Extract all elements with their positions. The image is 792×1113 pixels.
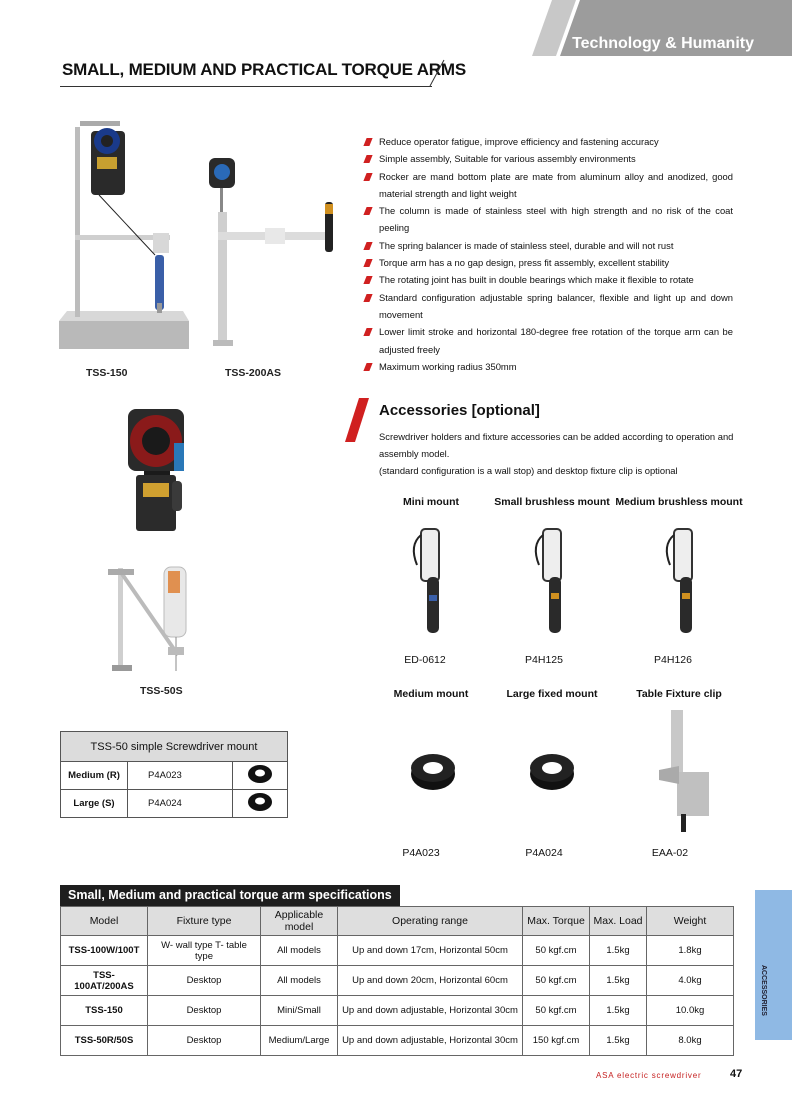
table-cell: Desktop	[148, 966, 261, 996]
bullet-icon	[363, 207, 372, 215]
large-mount-ring-icon	[528, 750, 576, 792]
accessory-label: Mini mount	[403, 496, 459, 508]
accessory-code: P4A023	[402, 847, 440, 859]
table-cell: 50 kgf.cm	[523, 936, 590, 966]
table-cell: 8.0kg	[647, 1026, 734, 1056]
table-header-row	[61, 907, 734, 936]
column-header: Applicable model	[261, 907, 338, 936]
table-cell: 50 kgf.cm	[523, 996, 590, 1026]
accessory-code: P4A024	[525, 847, 563, 859]
column-header: Weight	[647, 907, 734, 936]
table-cell: 1.5kg	[590, 936, 647, 966]
feature-item: The spring balancer is made of stainless steel, durable and will not rust	[363, 237, 733, 254]
accessory-label: Medium mount	[393, 688, 469, 700]
bullet-icon	[363, 138, 372, 146]
table-row	[61, 966, 734, 996]
column-header: Model	[61, 907, 148, 936]
table-cell: 4.0kg	[647, 966, 734, 996]
feature-list	[363, 133, 733, 375]
table-cell: TSS-50R/50S	[61, 1026, 148, 1056]
tss200as-image	[195, 152, 345, 352]
accessory-code: EAA-02	[651, 847, 689, 859]
bullet-icon	[363, 242, 372, 250]
table-cell: W- wall type T- table type	[148, 936, 261, 966]
feature-item: Maximum working radius 350mm	[363, 358, 733, 375]
page-number: 47	[730, 1068, 743, 1080]
page-title: SMALL, MEDIUM AND PRACTICAL TORQUE ARMS	[62, 60, 466, 79]
table-cell: Desktop	[148, 1026, 261, 1056]
table-row	[61, 790, 288, 818]
table-cell: 1.5kg	[590, 966, 647, 996]
bullet-icon	[363, 328, 372, 336]
product-caption: TSS-50S	[140, 685, 183, 697]
table-cell: 10.0kg	[647, 996, 734, 1026]
title-slash	[428, 58, 446, 88]
table-cell: TSS-100AT/200AS	[61, 966, 148, 996]
table-cell	[233, 762, 288, 790]
table-cell: Mini/Small	[261, 996, 338, 1026]
column-header: Operating range	[338, 907, 523, 936]
table-cell: 50 kgf.cm	[523, 966, 590, 996]
medium-brushless-mount-image	[658, 525, 698, 640]
table-cell: Up and down 17cm, Horizontal 50cm	[338, 936, 523, 966]
table-cell: Medium (R)	[61, 762, 128, 790]
accessory-code: P4H126	[654, 654, 692, 666]
table-row	[61, 1026, 734, 1056]
table-cell: 150 kgf.cm	[523, 1026, 590, 1056]
side-tab-label: ACCESSORIES	[760, 965, 767, 1016]
ring-icon	[247, 764, 273, 784]
feature-item: Reduce operator fatigue, improve efficiency and fastening accuracy	[363, 133, 733, 150]
bullet-icon	[363, 155, 372, 163]
table-cell: 1.8kg	[647, 936, 734, 966]
feature-item: Rocker are mand bottom plate are mate from aluminum alloy and anodized, good material strength and light weight	[363, 168, 733, 203]
table-cell: All models	[261, 966, 338, 996]
table-cell: Medium/Large	[261, 1026, 338, 1056]
accessory-label: Small brushless mount	[494, 496, 610, 508]
accessory-code: P4H125	[525, 654, 563, 666]
column-header: Fixture type	[148, 907, 261, 936]
section-side-tab	[755, 890, 792, 1040]
tss50-mount-table	[60, 731, 288, 818]
feature-item: Torque arm has a no gap design, press fit assembly, excellent stability	[363, 254, 733, 271]
bullet-icon	[363, 294, 372, 302]
table-cell: Desktop	[148, 996, 261, 1026]
mini-mount-image	[405, 525, 445, 640]
table-cell: 1.5kg	[590, 996, 647, 1026]
table-row	[61, 936, 734, 966]
table-cell	[233, 790, 288, 818]
ring-icon	[247, 792, 273, 812]
feature-item: Lower limit stroke and horizontal 180-degree free rotation of the torque arm can be adjusted freely	[363, 323, 733, 358]
bullet-icon	[363, 276, 372, 284]
bullet-icon	[363, 363, 372, 371]
feature-item: The column is made of stainless steel with high strength and no risk of the coat peeling	[363, 202, 733, 237]
feature-item: Standard configuration adjustable spring balancer, flexible and light up and down movement	[363, 289, 733, 324]
accessory-label: Large fixed mount	[506, 688, 598, 700]
table-title: TSS-50 simple Screwdriver mount	[61, 732, 288, 762]
product-caption: TSS-150	[86, 367, 128, 379]
table-cell: TSS-100W/100T	[61, 936, 148, 966]
medium-mount-ring-icon	[409, 750, 457, 792]
column-header: Max. Torque	[523, 907, 590, 936]
table-cell: All models	[261, 936, 338, 966]
table-row	[61, 762, 288, 790]
bullet-icon	[363, 259, 372, 267]
tss50s-image	[98, 403, 223, 678]
table-cell: Up and down adjustable, Horizontal 30cm	[338, 996, 523, 1026]
accessories-slash-icon	[345, 398, 371, 442]
spec-table	[60, 906, 734, 1056]
tss150-image	[55, 115, 195, 355]
table-row	[61, 996, 734, 1026]
column-header: Max. Load	[590, 907, 647, 936]
table-cell: TSS-150	[61, 996, 148, 1026]
product-caption: TSS-200AS	[225, 367, 282, 379]
accessory-label: Table Fixture clip	[636, 688, 722, 700]
table-cell: P4A024	[128, 790, 233, 818]
accessory-code: ED-0612	[404, 654, 446, 666]
accessory-label: Medium brushless mount	[615, 496, 743, 508]
table-cell: Up and down adjustable, Horizontal 30cm	[338, 1026, 523, 1056]
spec-table-title: Small, Medium and practical torque arm specifications	[60, 885, 400, 906]
footer-brand: ASA electric screwdriver	[596, 1071, 702, 1080]
table-cell: P4A023	[128, 762, 233, 790]
accessories-title: Accessories [optional]	[379, 402, 540, 419]
title-underline	[60, 86, 432, 87]
accessories-description: Screwdriver holders and fixture accessories can be added according to operation and assembly model. (standard configuration is a wall stop) and desktop fixture clip is optional	[379, 431, 734, 477]
feature-item: Simple assembly, Suitable for various assembly environments	[363, 150, 733, 167]
feature-item: The rotating joint has built in double bearings which make it flexible to rotate	[363, 271, 733, 288]
banner-text: Technology & Humanity	[572, 35, 754, 52]
bullet-icon	[363, 173, 372, 181]
table-cell: Up and down 20cm, Horizontal 60cm	[338, 966, 523, 996]
table-fixture-clip-image	[655, 710, 715, 835]
table-cell: Large (S)	[61, 790, 128, 818]
small-brushless-mount-image	[527, 525, 567, 640]
table-cell: 1.5kg	[590, 1026, 647, 1056]
